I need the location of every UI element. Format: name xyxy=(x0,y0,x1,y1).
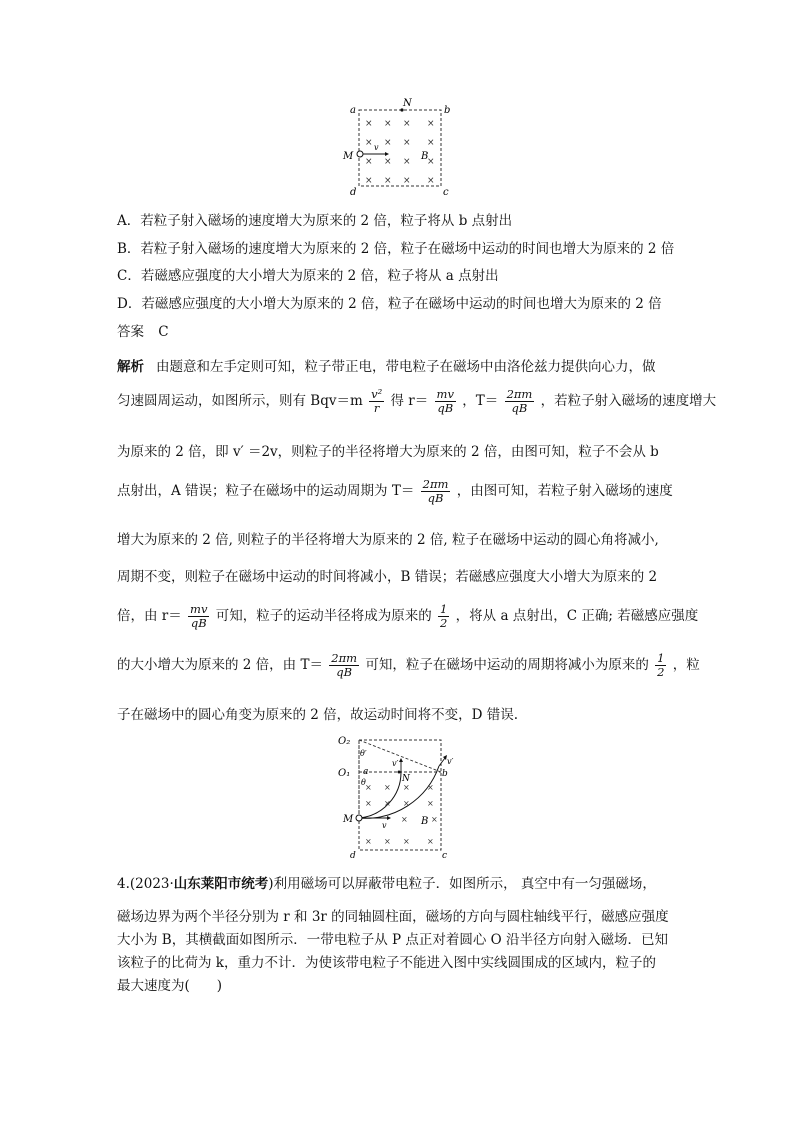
solution-line-6: 周期不变，则粒子在磁场中运动的时间将减小，B 错误；若磁感应强度大小增大为原来的 2 xyxy=(117,569,658,585)
svg-text:×: × xyxy=(427,176,435,186)
svg-text:×: × xyxy=(403,783,410,792)
fraction: $\frac{mv}{qB}$ xyxy=(190,602,208,630)
magnetic-field-figure-top xyxy=(335,95,465,200)
svg-text:×: × xyxy=(427,783,434,792)
label-O1: O₁ xyxy=(338,768,351,779)
solution-line-4: 点射出，A 错误；粒子在磁场中的运动周期为 T＝ $\frac{2\pi m}{qB}$ ，由图可知，若粒子射入磁场的速度 xyxy=(117,477,673,505)
svg-text:×: × xyxy=(365,799,372,808)
label-B: B xyxy=(421,816,429,827)
label-b: b xyxy=(444,105,451,116)
svg-text:×: × xyxy=(427,119,435,129)
question-4-line-5: 最大速度为( ) xyxy=(117,978,223,994)
solution-line-3: 为原来的 2 倍，即 v′ ＝2v，则粒子的半径将增大为原来的 2 倍，由图可知，粒子不会从 b xyxy=(117,444,659,460)
fraction: $\frac{1}{2}$ xyxy=(440,602,448,630)
solution-line-7: 倍，由 r＝ $\frac{mv}{qB}$ 可知，粒子的运动半径将成为原来的 $\frac{1}{2}$ ，将从 a 点射出，C 正确; 若磁感应强度 xyxy=(117,602,699,630)
label-v-prime-2: v′ xyxy=(447,757,454,766)
fraction: $\frac{\text{v²}}{r}$ xyxy=(371,387,383,415)
answer-label: 答案 xyxy=(117,324,144,340)
svg-text:×: × xyxy=(384,837,391,846)
svg-text:×: × xyxy=(403,119,411,129)
fraction: $\frac{mv}{qB}$ xyxy=(436,387,454,415)
solution-line-2: 匀速圆周运动，如图所示，则有 Bqv＝m $\frac{\text{v²}}{r}$ 得 r＝ $\frac{mv}{qB}$ ，T＝ $\frac{2\pi m}{qB}$ ，若粒子射入磁场的速度增大 xyxy=(117,387,717,415)
fraction: $\frac{2\pi m}{qB}$ xyxy=(331,651,358,679)
svg-text:×: × xyxy=(384,119,392,129)
question-4-line-1: 4.(2023·山东莱阳市统考)利用磁场可以屏蔽带电粒子．如图所示， 真空中有一匀强磁场， xyxy=(117,876,656,892)
label-d: d xyxy=(350,851,356,861)
label-c: c xyxy=(443,187,449,198)
answer xyxy=(117,320,169,340)
svg-text:×: × xyxy=(365,157,373,167)
svg-text:×: × xyxy=(401,815,408,824)
svg-text:×: × xyxy=(384,157,392,167)
svg-text:×: × xyxy=(365,783,372,792)
label-b: b xyxy=(442,769,448,779)
solution-label: 解析 xyxy=(117,359,144,375)
trajectory-figure xyxy=(335,732,475,862)
option-c: C．若磁感应强度的大小增大为原来的 2 倍，粒子将从 a 点射出 xyxy=(117,268,499,284)
svg-text:×: × xyxy=(384,799,391,808)
label-theta-prime: θ′ xyxy=(360,749,367,758)
label-N: N xyxy=(403,98,412,109)
label-O2: O₂ xyxy=(338,736,351,747)
svg-text:×: × xyxy=(427,157,435,167)
svg-text:×: × xyxy=(365,837,372,846)
label-c: c xyxy=(442,851,448,861)
fraction: $\frac{2\pi m}{qB}$ xyxy=(506,387,533,415)
svg-text:×: × xyxy=(365,138,373,148)
svg-text:×: × xyxy=(384,138,392,148)
label-B: B xyxy=(421,151,429,162)
question-4-line-4: 该粒子的比荷为 k，重力不计．为使该带电粒子不能进入图中实线圆围成的区域内，粒子的 xyxy=(117,955,656,971)
svg-text:×: × xyxy=(365,119,373,129)
label-N: N xyxy=(402,774,410,784)
svg-text:×: × xyxy=(384,783,391,792)
solution-line-1: 解析 由题意和左手定则可知，粒子带正电，带电粒子在磁场中由洛伦兹力提供向心力，做 xyxy=(117,359,656,375)
solution-line-5: 增大为原来的 2 倍, 则粒子的半径将增大为原来的 2 倍, 粒子在磁场中运动的圆心角将减小, xyxy=(117,532,659,548)
answer-value: C xyxy=(158,324,169,340)
question-4-line-3: 大小为 B，其横截面如图所示．一带电粒子从 P 点正对着圆心 O 沿半径方向射入磁场．已知 xyxy=(117,932,669,948)
label-a: a xyxy=(350,105,356,116)
svg-text:×: × xyxy=(427,799,434,808)
svg-text:×: × xyxy=(427,138,435,148)
svg-text:×: × xyxy=(403,176,411,186)
label-v-prime: v′ xyxy=(392,759,399,768)
svg-text:×: × xyxy=(403,157,411,167)
label-v: v xyxy=(382,821,387,830)
option-a: A．若粒子射入磁场的速度增大为原来的 2 倍，粒子将从 b 点射出 xyxy=(117,213,513,229)
svg-text:×: × xyxy=(427,837,434,846)
label-theta: θ xyxy=(361,778,366,787)
svg-text:×: × xyxy=(431,815,438,824)
label-M: M xyxy=(343,814,354,825)
label-d: d xyxy=(350,187,357,198)
svg-text:×: × xyxy=(403,837,410,846)
option-b: B．若粒子射入磁场的速度增大为原来的 2 倍，粒子在磁场中运动的时间也增大为原来的 2 倍 xyxy=(117,241,675,257)
label-M: M xyxy=(343,151,354,162)
svg-text:×: × xyxy=(403,799,410,808)
option-d: D．若磁感应强度的大小增大为原来的 2 倍，粒子在磁场中运动的时间也增大为原来的 2 倍 xyxy=(117,296,662,312)
label-a: a xyxy=(363,767,369,777)
svg-text:×: × xyxy=(384,176,392,186)
fraction: $\frac{2\pi m}{qB}$ xyxy=(422,477,449,505)
svg-text:×: × xyxy=(365,176,373,186)
question-4-line-2: 磁场边界为两个半径分别为 r 和 3r 的同轴圆柱面，磁场的方向与圆柱轴线平行，磁感应强度 xyxy=(117,909,669,925)
field-crosses xyxy=(365,783,438,846)
solution-line-9: 子在磁场中的圆心角变为原来的 2 倍，故运动时间将不变，D 错误. xyxy=(117,707,519,723)
label-v: v xyxy=(374,143,379,152)
svg-text:×: × xyxy=(403,138,411,148)
solution-line-8: 的大小增大为原来的 2 倍，由 T＝ $\frac{2\pi m}{qB}$ 可知，粒子在磁场中运动的周期将减小为原来的 $\frac{1}{2}$ ，粒 xyxy=(117,651,700,679)
fraction: $\frac{1}{2}$ xyxy=(657,651,665,679)
